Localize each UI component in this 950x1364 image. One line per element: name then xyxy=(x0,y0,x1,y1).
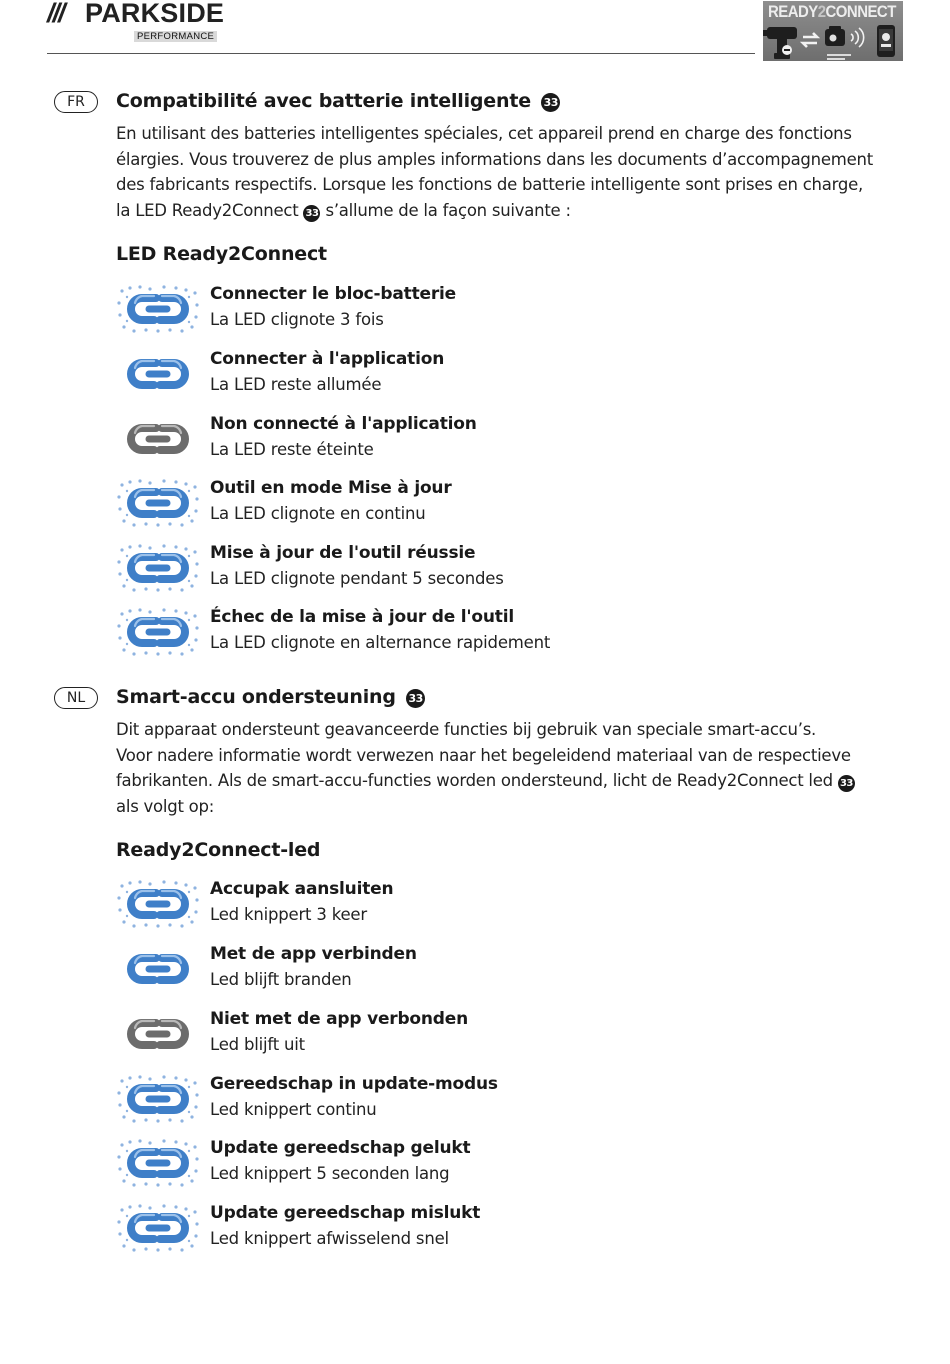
led-state-row xyxy=(116,1135,816,1191)
lang-badge-fr: FR xyxy=(54,91,98,113)
led-state-name: Outil en mode Mise à jour xyxy=(210,478,452,498)
header-divider xyxy=(47,53,755,54)
lang-badge-nl: NL xyxy=(54,687,98,709)
intro-paragraph-fr: En utilisant des batteries intelligentes spéciales, cet appareil prend en charge des fonctions élargies. Vous trouverez de plus amples informations dans les documents d’accompagnement des fabricants respectifs. Lorsque les fonctions de batterie intelligente sont prises en charge, la LED Ready2Connect 33 s’allume de la façon suivante : xyxy=(116,124,873,220)
brand-slashes: /// xyxy=(47,0,64,28)
led-state-name: Mise à jour de l'outil réussie xyxy=(210,543,476,563)
section-title-nl: Smart-accu ondersteuning 33 xyxy=(116,684,425,710)
led-state-desc: La LED clignote pendant 5 secondes xyxy=(210,569,504,588)
subtitle-nl: Ready2Connect-led xyxy=(116,839,321,861)
led-state-desc: La LED clignote 3 fois xyxy=(210,310,384,329)
led-state-desc: Led blijft branden xyxy=(210,970,352,989)
led-state-desc: Led knippert 5 seconden lang xyxy=(210,1164,450,1183)
reference-number: 33 xyxy=(838,775,855,792)
led-state-row xyxy=(116,1200,816,1256)
led-state-name: Niet met de app verbonden xyxy=(210,1009,469,1029)
ready2connect-badge-title: READY2CONNECT xyxy=(768,2,896,21)
link-chain-blinking-icon xyxy=(116,1202,200,1254)
brand-subline: PERFORMANCE xyxy=(134,31,217,42)
led-state-name: Échec de la mise à jour de l'outil xyxy=(210,607,514,627)
section-title-fr: Compatibilité avec batterie intelligente 33 xyxy=(116,88,560,114)
reference-number: 33 xyxy=(406,689,425,708)
led-state-desc: La LED clignote en continu xyxy=(210,504,426,523)
intro-paragraph-nl: Dit apparaat ondersteunt geavanceerde functies bij gebruik van speciale smart-accu’s. Voor nadere informatie wordt verwezen naar het begeleidend materiaal van de respectieve fabrikanten. Als de smart-accu-functies worden ondersteund, licht de Ready2Connect led 33 als volgt op: xyxy=(116,717,876,819)
link-chain-grey-icon xyxy=(116,1008,200,1060)
ready2connect-badge xyxy=(763,1,903,61)
link-chain-grey-icon xyxy=(116,413,200,465)
led-state-desc: Led blijft uit xyxy=(210,1035,305,1054)
led-state-name: Update gereedschap mislukt xyxy=(210,1203,481,1223)
led-state-row xyxy=(116,604,816,660)
brand-name: PARKSIDE xyxy=(85,0,225,28)
led-state-row xyxy=(116,1006,816,1062)
reference-number: 33 xyxy=(303,205,320,222)
led-state-name: Connecter le bloc-batterie xyxy=(210,284,456,304)
reference-number: 33 xyxy=(541,93,560,112)
led-state-desc: La LED reste allumée xyxy=(210,375,382,394)
led-state-row xyxy=(116,1071,816,1127)
link-chain-blinking-icon xyxy=(116,283,200,335)
link-chain-blinking-icon xyxy=(116,477,200,529)
led-state-desc: Led knippert 3 keer xyxy=(210,905,367,924)
led-state-row xyxy=(116,281,816,337)
led-state-row xyxy=(116,941,816,997)
link-chain-blinking-icon xyxy=(116,1073,200,1125)
link-chain-blue-icon xyxy=(116,348,200,400)
led-state-row xyxy=(116,876,816,932)
link-chain-blinking-icon xyxy=(116,606,200,658)
led-state-row xyxy=(116,540,816,596)
subtitle-fr: LED Ready2Connect xyxy=(116,243,327,265)
led-state-row xyxy=(116,475,816,531)
link-chain-blue-icon xyxy=(116,943,200,995)
led-state-desc: La LED reste éteinte xyxy=(210,440,374,459)
led-state-name: Accupak aansluiten xyxy=(210,879,394,899)
led-state-row xyxy=(116,411,816,467)
led-state-desc: La LED clignote en alternance rapidement xyxy=(210,633,551,652)
led-state-name: Update gereedschap gelukt xyxy=(210,1138,471,1158)
led-state-desc: Led knippert continu xyxy=(210,1100,377,1119)
link-chain-blinking-icon xyxy=(116,1137,200,1189)
led-state-desc: Led knippert afwisselend snel xyxy=(210,1229,449,1248)
led-state-name: Met de app verbinden xyxy=(210,944,417,964)
led-state-row xyxy=(116,346,816,402)
led-state-name: Connecter à l'application xyxy=(210,349,445,369)
link-chain-blinking-icon xyxy=(116,878,200,930)
link-chain-blinking-icon xyxy=(116,542,200,594)
drill-battery-phone-icon xyxy=(763,21,903,61)
led-state-name: Non connecté à l'application xyxy=(210,414,477,434)
led-state-name: Gereedschap in update-modus xyxy=(210,1074,498,1094)
